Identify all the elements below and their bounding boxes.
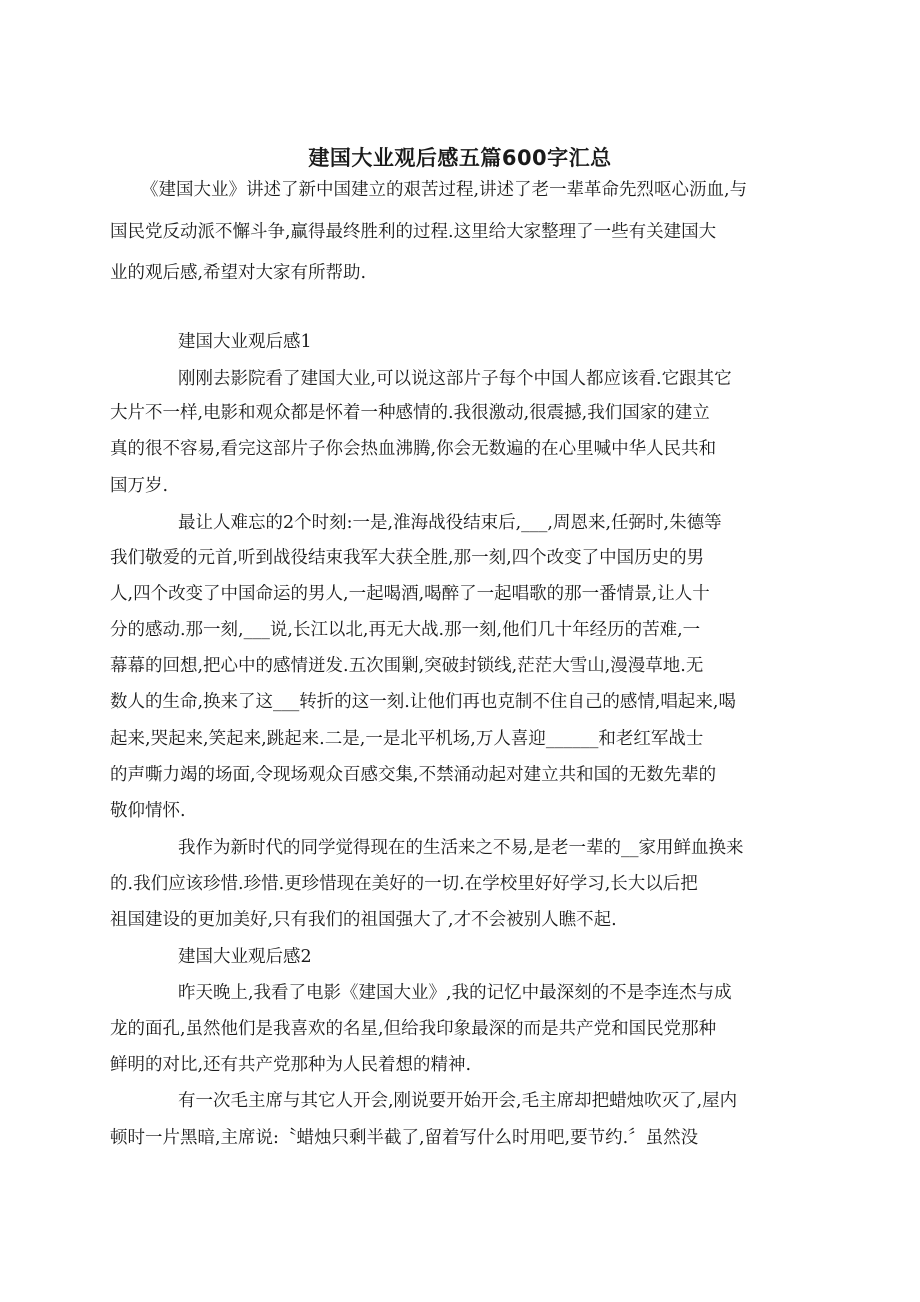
body-line: 刚刚去影院看了建国大业,可以说这部片子每个中国人都应该看.它跟其它 xyxy=(178,369,732,389)
section-heading-1: 建国大业观后感1 xyxy=(178,332,312,352)
body-line: 祖国建设的更加美好,只有我们的祖国强大了,才不会被别人瞧不起. xyxy=(110,910,617,930)
document-title: 建国大业观后感五篇600字汇总 xyxy=(308,146,612,170)
body-line: 《建国大业》讲述了新中国建立的艰苦过程,讲述了老一辈革命先烈呕心沥血,与 xyxy=(141,180,748,200)
body-line: 敬仰情怀. xyxy=(110,801,186,821)
body-line: 真的很不容易,看完这部片子你会热血沸腾,你会无数遍的在心里喊中华人民共和 xyxy=(110,439,717,459)
body-line: 国民党反动派不懈斗争,赢得最终胜利的过程.这里给大家整理了一些有关建国大 xyxy=(110,222,717,242)
body-line: 我作为新时代的同学觉得现在的生活来之不易,是老一辈的__家用鲜血换来 xyxy=(178,838,744,858)
body-line: 龙的面孔,虽然他们是我喜欢的名星,但给我印象最深的而是共产党和国民党那种 xyxy=(110,1019,717,1039)
body-line: 的声嘶力竭的场面,令现场观众百感交集,不禁涌动起对建立共和国的无数先辈的 xyxy=(110,765,717,785)
section-heading-2: 建国大业观后感2 xyxy=(178,947,312,967)
body-line: 昨天晚上,我看了电影《建国大业》,我的记忆中最深刻的不是李连杰与成 xyxy=(178,983,732,1003)
body-line: 人,四个改变了中国命运的男人,一起喝酒,喝醉了一起唱歌的那一番情景,让人十 xyxy=(110,584,710,604)
body-line: 我们敬爱的元首,听到战役结束我军大获全胜,那一刻,四个改变了中国历史的男 xyxy=(110,548,705,568)
body-line: 业的观后感,希望对大家有所帮助. xyxy=(110,263,367,283)
body-line: 顿时一片黑暗,主席说:〝蜡烛只剩半截了,留着写什么时用吧,要节约.〞虽然没 xyxy=(110,1128,699,1148)
body-line: 有一次毛主席与其它人开会,刚说要开始开会,毛主席却把蜡烛吹灭了,屋内 xyxy=(178,1091,738,1111)
body-line: 鲜明的对比,还有共产党那种为人民着想的精神. xyxy=(110,1055,472,1075)
body-line: 幕幕的回想,把心中的感情迸发.五次围剿,突破封锁线,茫茫大雪山,漫漫草地.无 xyxy=(110,656,704,676)
body-line: 起来,哭起来,笑起来,跳起来.二是,一是北平机场,万人喜迎______和老红军战士 xyxy=(110,729,704,749)
body-line: 国万岁. xyxy=(110,476,169,496)
body-line: 最让人难忘的2个时刻:一是,淮海战役结束后,___,周恩来,任弼时,朱德等 xyxy=(178,513,722,533)
body-line: 数人的生命,换来了这___转折的这一刻.让他们再也克制不住自己的感情,唱起来,喝 xyxy=(110,692,736,712)
body-line: 大片不一样,电影和观众都是怀着一种感情的.我很激动,很震撼,我们国家的建立 xyxy=(110,403,710,423)
body-line: 的.我们应该珍惜.珍惜.更珍惜现在美好的一切.在学校里好好学习,长大以后把 xyxy=(110,874,698,894)
body-line: 分的感动.那一刻,___说,长江以北,再无大战.那一刻,他们几十年经历的苦难,一 xyxy=(110,620,701,640)
